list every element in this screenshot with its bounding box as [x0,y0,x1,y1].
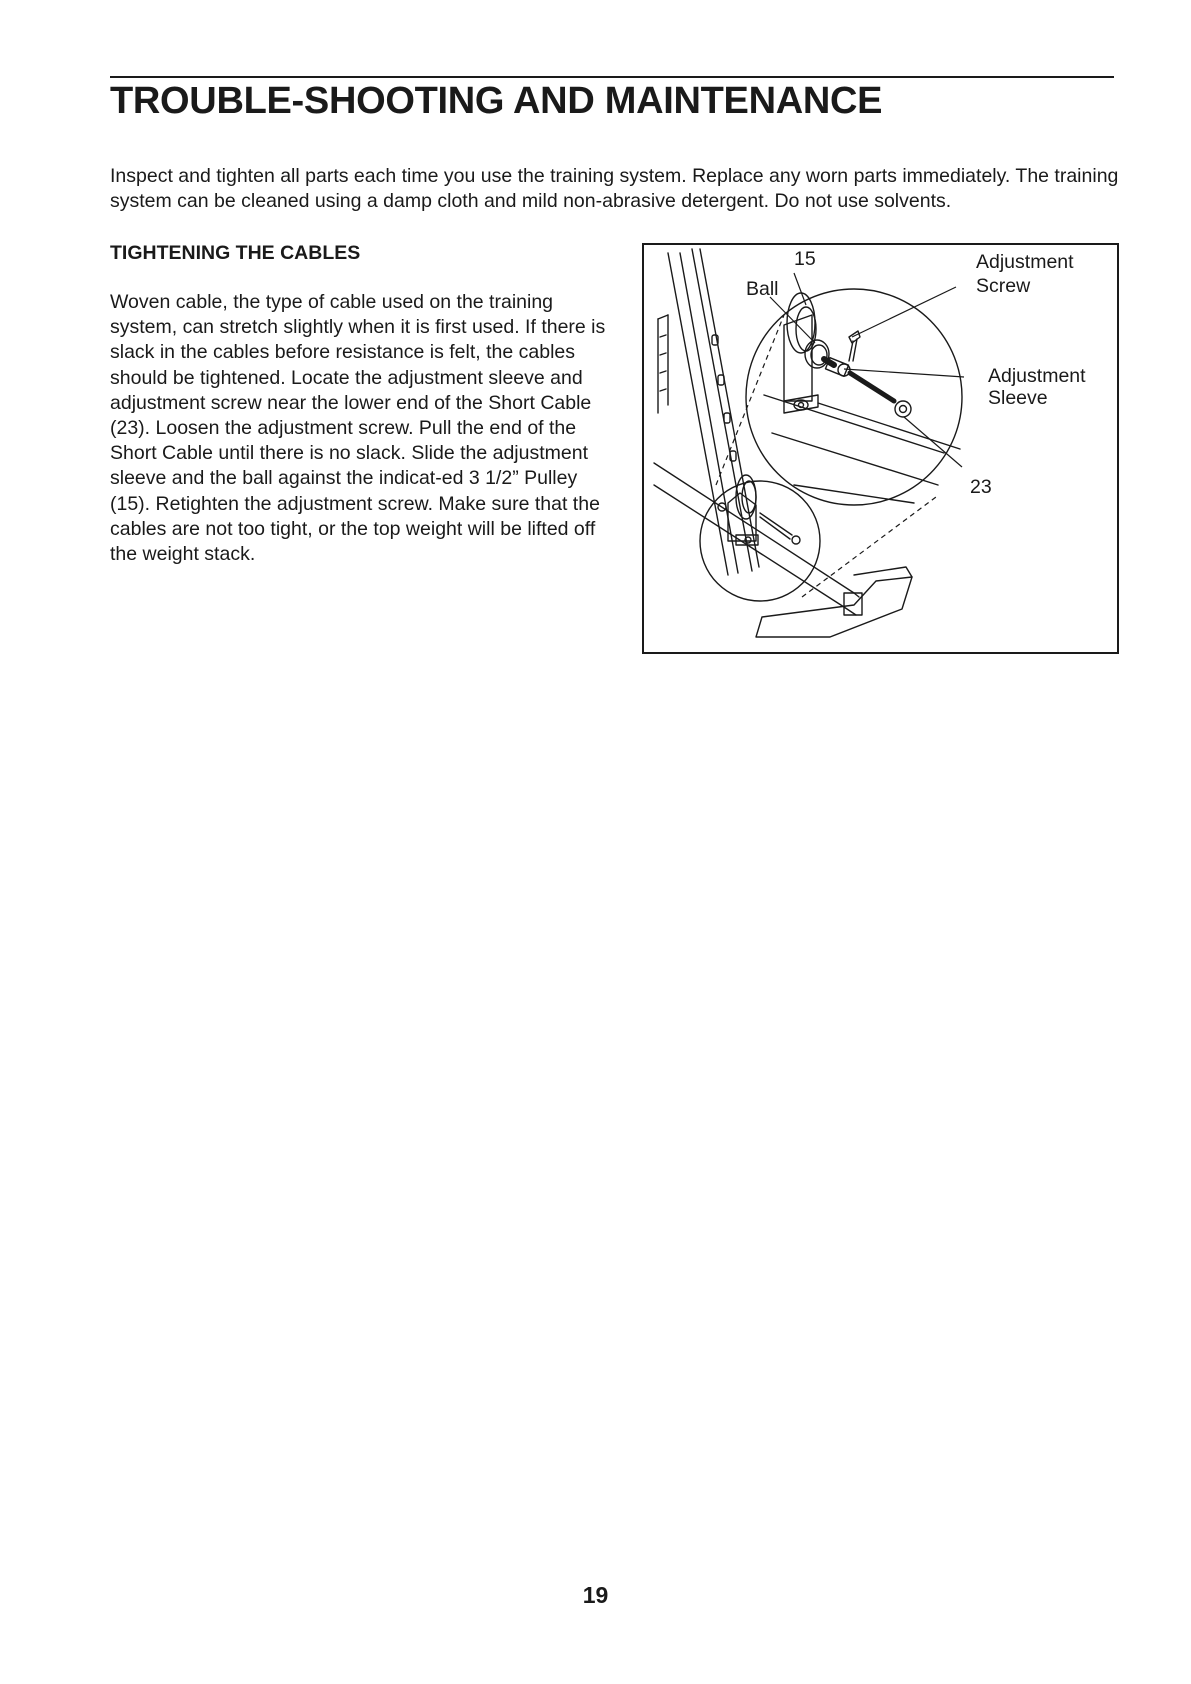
section-body: Woven cable, the type of cable used on the training system, can stretch slightly when it is first used. If there is slack in the cables before resistance is felt, the cables should be tightened. Locate the adjustment sleeve and adjustment screw near the lower end of the Short Cable (23). Loosen the adjustment screw. Pull the end of the Short Cable until there is no slack. Slide the adjustment sleeve and the ball against the indicat-ed 3 1/2” Pulley (15). Retighten the adjustment screw. Make sure that the cables are not too tight, or the top weight will be lifted off the weight stack. [110,291,606,566]
label-adjustment-sleeve-line1: Adjustment [988,365,1086,387]
label-adjustment-sleeve-line2: Sleeve [988,387,1048,409]
page-title: TROUBLE-SHOOTING AND MAINTENANCE [110,80,883,122]
intro-paragraph: Inspect and tighten all parts each time you use the training system. Replace any worn parts immediately. The training system can be cleaned using a damp cloth and mild non-abrasive detergent. Do not use solvents. [110,165,1119,212]
cable-adjustment-figure [642,243,1119,654]
label-short-cable-23: 23 [970,476,992,498]
label-pulley-15: 15 [794,248,816,270]
cable-adjustment-illustration [644,245,1119,654]
page-number: 19 [582,1582,609,1608]
section-heading: TIGHTENING THE CABLES [110,242,361,264]
label-adjustment-screw-line2: Screw [976,275,1031,297]
label-ball: Ball [746,278,779,300]
label-adjustment-screw-line1: Adjustment [976,251,1074,273]
top-rule [110,76,1114,78]
